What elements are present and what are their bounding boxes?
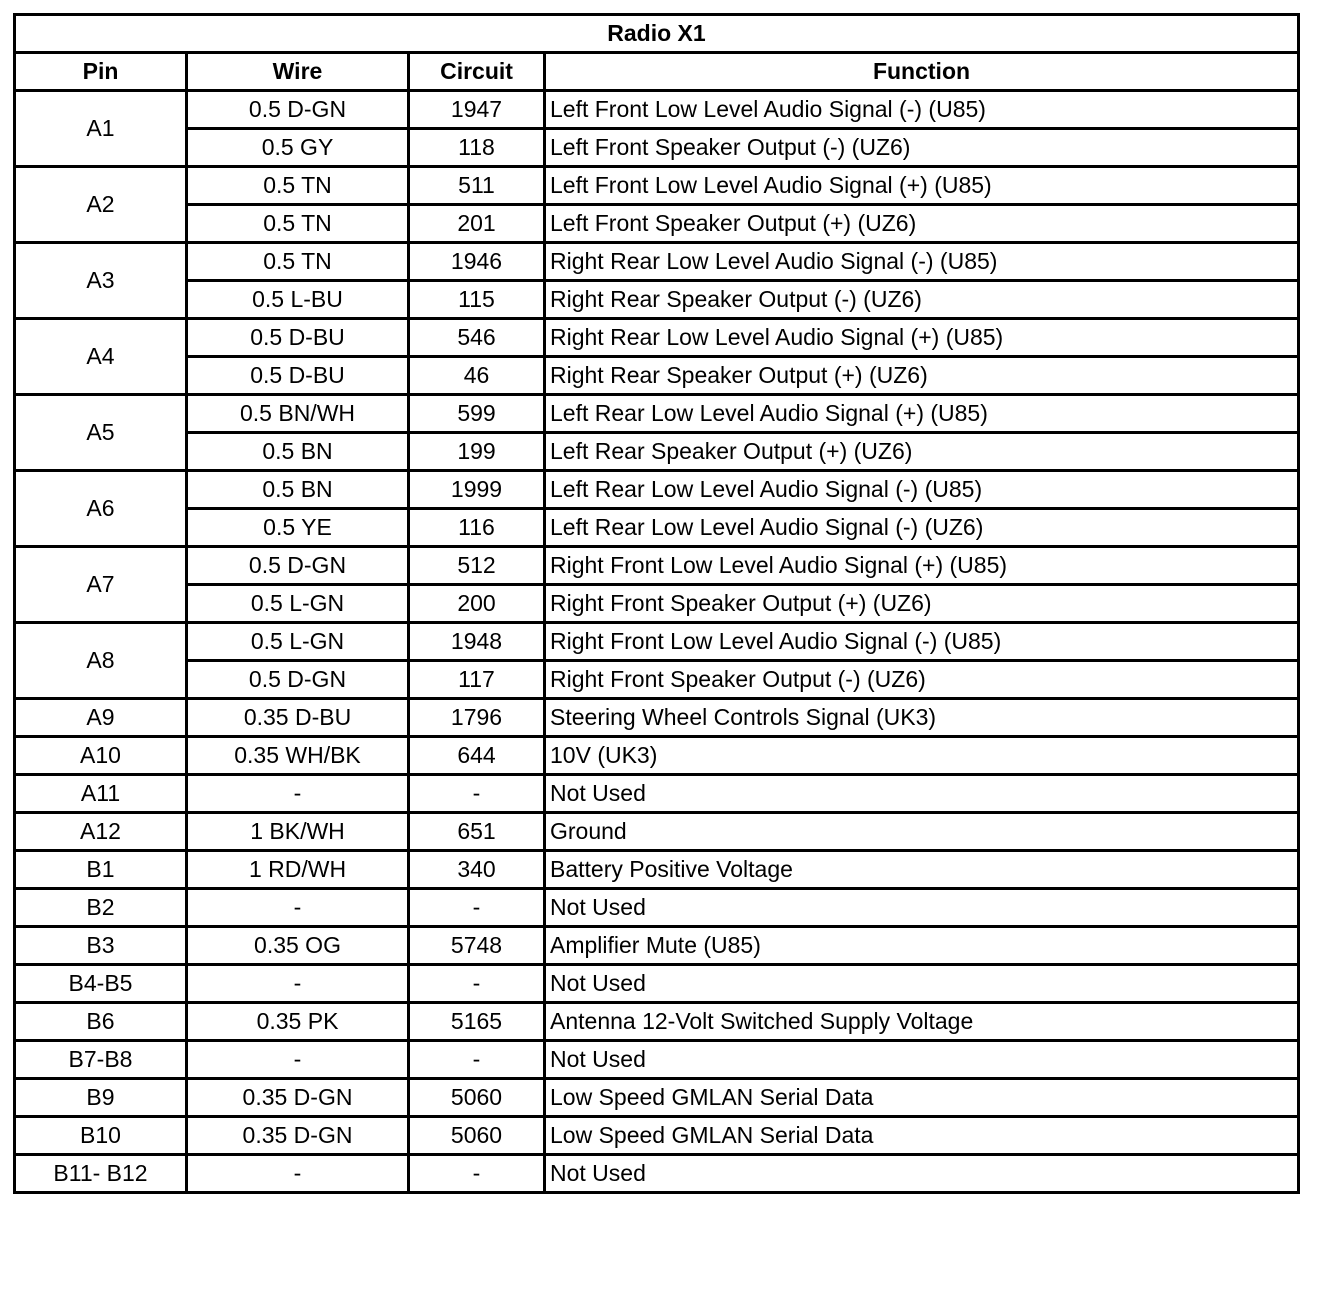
function-cell: Not Used	[545, 965, 1299, 1003]
function-cell: Left Rear Low Level Audio Signal (+) (U85)	[545, 395, 1299, 433]
table-row	[15, 471, 1299, 509]
circuit-cell: 1947	[409, 91, 545, 129]
table-row	[15, 357, 1299, 395]
table-row	[15, 889, 1299, 927]
table-row	[15, 395, 1299, 433]
table-row	[15, 319, 1299, 357]
circuit-cell: 5060	[409, 1117, 545, 1155]
pin-cell: A10	[15, 737, 187, 775]
table-row	[15, 927, 1299, 965]
table-row	[15, 1079, 1299, 1117]
circuit-cell: 200	[409, 585, 545, 623]
circuit-cell: 511	[409, 167, 545, 205]
pin-cell: A5	[15, 395, 187, 471]
table-row	[15, 91, 1299, 129]
function-cell: Steering Wheel Controls Signal (UK3)	[545, 699, 1299, 737]
function-cell: Battery Positive Voltage	[545, 851, 1299, 889]
connector-pinout-table	[13, 13, 1300, 1194]
pin-cell: B6	[15, 1003, 187, 1041]
wire-cell: 0.5 BN/WH	[187, 395, 409, 433]
pin-cell: B10	[15, 1117, 187, 1155]
table-row	[15, 1155, 1299, 1193]
wire-cell: 0.35 WH/BK	[187, 737, 409, 775]
table-row	[15, 129, 1299, 167]
wire-cell: 0.5 BN	[187, 471, 409, 509]
function-cell: Right Rear Speaker Output (+) (UZ6)	[545, 357, 1299, 395]
circuit-cell: 546	[409, 319, 545, 357]
circuit-cell: 599	[409, 395, 545, 433]
function-cell: Low Speed GMLAN Serial Data	[545, 1079, 1299, 1117]
function-cell: Right Front Low Level Audio Signal (-) (U85)	[545, 623, 1299, 661]
circuit-cell: 5165	[409, 1003, 545, 1041]
circuit-cell: 340	[409, 851, 545, 889]
pin-cell: B9	[15, 1079, 187, 1117]
circuit-cell: 115	[409, 281, 545, 319]
function-cell: Left Front Low Level Audio Signal (+) (U85)	[545, 167, 1299, 205]
wire-cell: -	[187, 1041, 409, 1079]
wire-cell: 0.5 D-BU	[187, 319, 409, 357]
function-cell: Left Rear Low Level Audio Signal (-) (U85)	[545, 471, 1299, 509]
wire-cell: 0.5 GY	[187, 129, 409, 167]
table-row	[15, 965, 1299, 1003]
pin-cell: B3	[15, 927, 187, 965]
pin-cell: B1	[15, 851, 187, 889]
wire-cell: -	[187, 1155, 409, 1193]
header-wire: Wire	[187, 53, 409, 91]
function-cell: Left Rear Speaker Output (+) (UZ6)	[545, 433, 1299, 471]
wire-cell: 1 BK/WH	[187, 813, 409, 851]
header-function: Function	[545, 53, 1299, 91]
title-row	[15, 15, 1299, 53]
table-body	[15, 91, 1299, 1193]
pin-cell: A12	[15, 813, 187, 851]
function-cell: Not Used	[545, 889, 1299, 927]
table-row	[15, 509, 1299, 547]
wire-cell: 0.5 TN	[187, 205, 409, 243]
table-row	[15, 1041, 1299, 1079]
circuit-cell: -	[409, 889, 545, 927]
table-row	[15, 281, 1299, 319]
pin-cell: B4-B5	[15, 965, 187, 1003]
function-cell: Ground	[545, 813, 1299, 851]
wire-cell: 0.5 L-GN	[187, 585, 409, 623]
table-title: Radio X1	[15, 15, 1299, 53]
circuit-cell: 118	[409, 129, 545, 167]
header-circuit: Circuit	[409, 53, 545, 91]
table-row	[15, 775, 1299, 813]
pin-cell: A11	[15, 775, 187, 813]
wire-cell: 0.5 YE	[187, 509, 409, 547]
pin-cell: A1	[15, 91, 187, 167]
function-cell: Antenna 12-Volt Switched Supply Voltage	[545, 1003, 1299, 1041]
function-cell: 10V (UK3)	[545, 737, 1299, 775]
pin-cell: A7	[15, 547, 187, 623]
circuit-cell: 651	[409, 813, 545, 851]
circuit-cell: 117	[409, 661, 545, 699]
circuit-cell: 1796	[409, 699, 545, 737]
wire-cell: 0.35 D-GN	[187, 1079, 409, 1117]
function-cell: Left Front Speaker Output (+) (UZ6)	[545, 205, 1299, 243]
wire-cell: 0.5 TN	[187, 167, 409, 205]
table-row	[15, 547, 1299, 585]
pin-cell: A8	[15, 623, 187, 699]
pin-cell: A3	[15, 243, 187, 319]
table-row	[15, 699, 1299, 737]
table-row	[15, 813, 1299, 851]
table-row	[15, 585, 1299, 623]
circuit-cell: 1999	[409, 471, 545, 509]
wire-cell: 0.35 D-GN	[187, 1117, 409, 1155]
wire-cell: 0.5 TN	[187, 243, 409, 281]
table-row	[15, 1003, 1299, 1041]
pin-cell: B11- B12	[15, 1155, 187, 1193]
function-cell: Left Rear Low Level Audio Signal (-) (UZ6)	[545, 509, 1299, 547]
circuit-cell: 5060	[409, 1079, 545, 1117]
function-cell: Right Front Low Level Audio Signal (+) (U85)	[545, 547, 1299, 585]
function-cell: Not Used	[545, 1041, 1299, 1079]
table-row	[15, 433, 1299, 471]
circuit-cell: -	[409, 1155, 545, 1193]
table-row	[15, 737, 1299, 775]
circuit-cell: 644	[409, 737, 545, 775]
function-cell: Right Rear Low Level Audio Signal (-) (U85)	[545, 243, 1299, 281]
wire-cell: 0.5 L-GN	[187, 623, 409, 661]
wire-cell: 0.5 BN	[187, 433, 409, 471]
pin-cell: B7-B8	[15, 1041, 187, 1079]
pin-cell: A4	[15, 319, 187, 395]
circuit-cell: 199	[409, 433, 545, 471]
circuit-cell: 1946	[409, 243, 545, 281]
wire-cell: 0.5 D-GN	[187, 91, 409, 129]
wire-cell: 0.5 D-GN	[187, 547, 409, 585]
circuit-cell: -	[409, 1041, 545, 1079]
table-row	[15, 623, 1299, 661]
circuit-cell: 116	[409, 509, 545, 547]
table-row	[15, 205, 1299, 243]
wire-cell: 0.5 L-BU	[187, 281, 409, 319]
function-cell: Right Rear Low Level Audio Signal (+) (U85)	[545, 319, 1299, 357]
function-cell: Not Used	[545, 775, 1299, 813]
circuit-cell: 46	[409, 357, 545, 395]
circuit-cell: 5748	[409, 927, 545, 965]
wire-cell: -	[187, 965, 409, 1003]
header-pin: Pin	[15, 53, 187, 91]
wire-cell: 1 RD/WH	[187, 851, 409, 889]
table-row	[15, 167, 1299, 205]
circuit-cell: 1948	[409, 623, 545, 661]
circuit-cell: -	[409, 965, 545, 1003]
circuit-cell: 201	[409, 205, 545, 243]
circuit-cell: -	[409, 775, 545, 813]
wire-cell: 0.35 D-BU	[187, 699, 409, 737]
wire-cell: 0.5 D-BU	[187, 357, 409, 395]
function-cell: Right Rear Speaker Output (-) (UZ6)	[545, 281, 1299, 319]
pin-cell: A9	[15, 699, 187, 737]
pin-cell: A6	[15, 471, 187, 547]
wire-cell: -	[187, 889, 409, 927]
wire-cell: -	[187, 775, 409, 813]
table-row	[15, 243, 1299, 281]
function-cell: Left Front Low Level Audio Signal (-) (U85)	[545, 91, 1299, 129]
wire-cell: 0.35 OG	[187, 927, 409, 965]
function-cell: Right Front Speaker Output (-) (UZ6)	[545, 661, 1299, 699]
table-row	[15, 851, 1299, 889]
table-row	[15, 1117, 1299, 1155]
pin-cell: A2	[15, 167, 187, 243]
wire-cell: 0.35 PK	[187, 1003, 409, 1041]
header-row	[15, 53, 1299, 91]
function-cell: Low Speed GMLAN Serial Data	[545, 1117, 1299, 1155]
function-cell: Left Front Speaker Output (-) (UZ6)	[545, 129, 1299, 167]
function-cell: Right Front Speaker Output (+) (UZ6)	[545, 585, 1299, 623]
wire-cell: 0.5 D-GN	[187, 661, 409, 699]
pin-cell: B2	[15, 889, 187, 927]
table-row	[15, 661, 1299, 699]
function-cell: Amplifier Mute (U85)	[545, 927, 1299, 965]
function-cell: Not Used	[545, 1155, 1299, 1193]
circuit-cell: 512	[409, 547, 545, 585]
